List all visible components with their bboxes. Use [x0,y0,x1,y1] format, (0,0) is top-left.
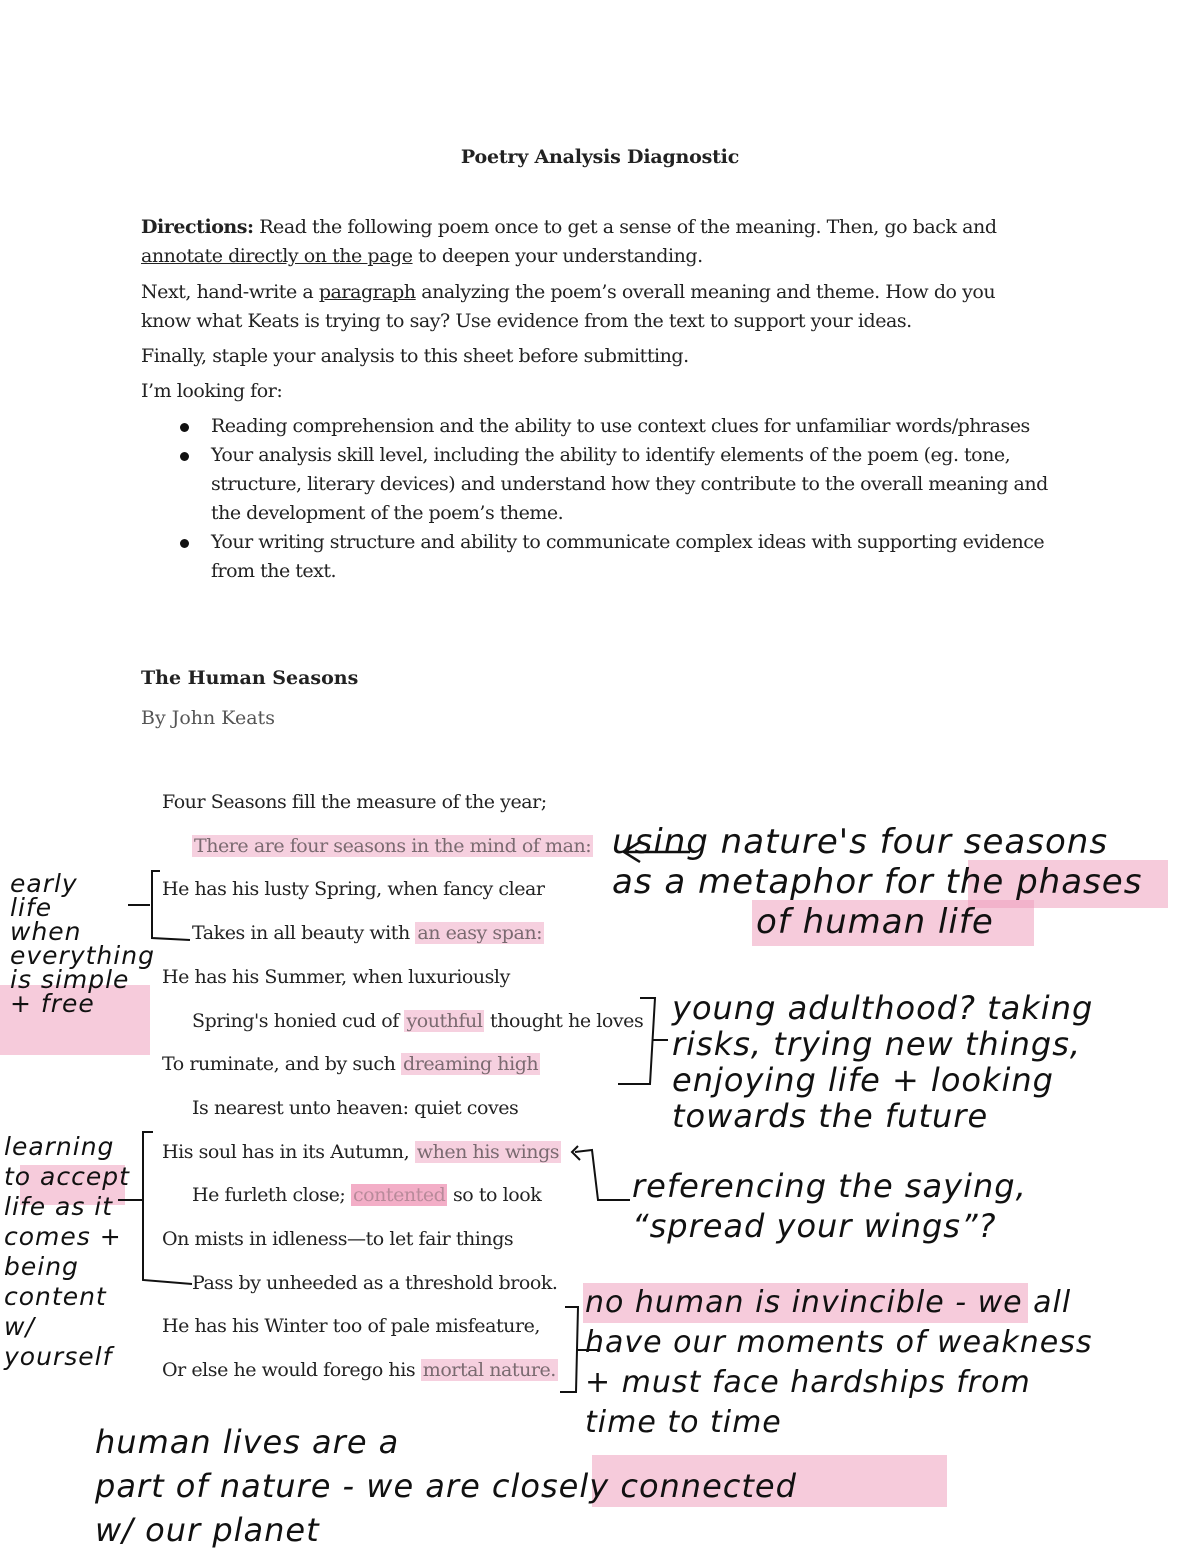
poem-author: By John Keats [141,707,275,729]
highlighted-text: mortal nature. [422,1359,556,1382]
poem-line: He has his Summer, when luxuriously [162,965,510,988]
highlighted-text: There are four seasons in the mind of man: [194,834,592,857]
criteria-item: Your writing structure and ability to communicate complex ideas with supporting evidence from the text. [141,528,1071,586]
poem-line: Pass by unheeded as a threshold brook. [192,1271,558,1294]
bracket-summer [618,998,668,1084]
criteria-item: Reading comprehension and the ability to use context clues for unfamiliar words/phrases [141,412,1071,441]
annotation-human-nature: human lives are a part of nature - we are closely connected w/ our planet [95,1423,797,1549]
poem-line: On mists in idleness—to let fair things [162,1228,514,1250]
poem-line: Is nearest unto heaven: quiet coves [192,1096,519,1119]
poem-line: He furleth close; contented so to look [192,1184,542,1207]
arrow-wings-icon [572,1146,630,1200]
poem-line: To ruminate, and by such dreaming high [162,1053,539,1076]
looking-for-label: I’m looking for: [141,380,283,402]
annotation-seasons-line1: using nature's four seasons [612,822,1109,862]
page-title: Poetry Analysis Diagnostic [460,146,740,168]
directions-text-1a: Read the following poem once to get a sense of the meaning. Then, go back and [253,216,997,238]
poem-line: He has his lusty Spring, when fancy clear [162,878,545,901]
poem-line: His soul has in its Autumn, when his wings [162,1140,560,1163]
next-text-c: know what Keats is trying to say? Use evidence from the text to support your ideas. [141,310,912,332]
highlighted-text: contented [352,1184,446,1207]
highlighted-text: when his wings [416,1140,560,1163]
finally-paragraph: Finally, staple your analysis to this sheet before submitting. [141,345,689,367]
poem-line: Four Seasons fill the measure of the year; [162,791,547,813]
annotation-seasons-line2: as a metaphor for the phases [612,862,1143,902]
highlighted-text: youthful [406,1009,483,1032]
poem-line: Or else he would forego his mortal nature. [162,1359,556,1382]
directions-label: Directions: [141,216,254,238]
annotation-seasons-line3: of human life [756,902,994,942]
poem-line: He has his Winter too of pale misfeature, [162,1315,540,1338]
directions-text-1b: to deepen your understanding. [412,245,703,267]
poem-title: The Human Seasons [141,667,359,689]
annotation-invincible: no human is invincible - we all have our moments of weakness + must face hardships from time to time [585,1285,1093,1440]
annotate-underlined-text: annotate directly on the page [141,245,413,267]
paragraph-underlined-text: paragraph [318,281,416,303]
annotation-early-life: early life when everything is simple + free [10,869,155,1018]
annotation-accept-life: learning to accept life as it comes + being content w/ yourself [4,1132,130,1371]
criteria-item: Your analysis skill level, including the ability to identify elements of the poem (eg. tone, structure, literary devices) and understand how they contribute to the overall meaning and the development of the poem’s theme. [141,441,1071,528]
annotation-young-adulthood: young adulthood? taking risks, trying new things, enjoying life + looking towards the future [672,989,1094,1135]
next-text-b: analyzing the poem’s overall meaning and theme. How do you [415,281,996,303]
highlighted-text: dreaming high [402,1053,539,1076]
poem-line: Takes in all beauty with an easy span: [192,922,543,945]
annotation-spread-wings: referencing the saying, “spread your wings”? [632,1167,1027,1245]
next-text-a: Next, hand-write a [141,281,319,303]
highlighted-text: an easy span: [417,922,543,945]
poem-line: Spring's honied cud of youthful thought he loves [192,1009,644,1032]
